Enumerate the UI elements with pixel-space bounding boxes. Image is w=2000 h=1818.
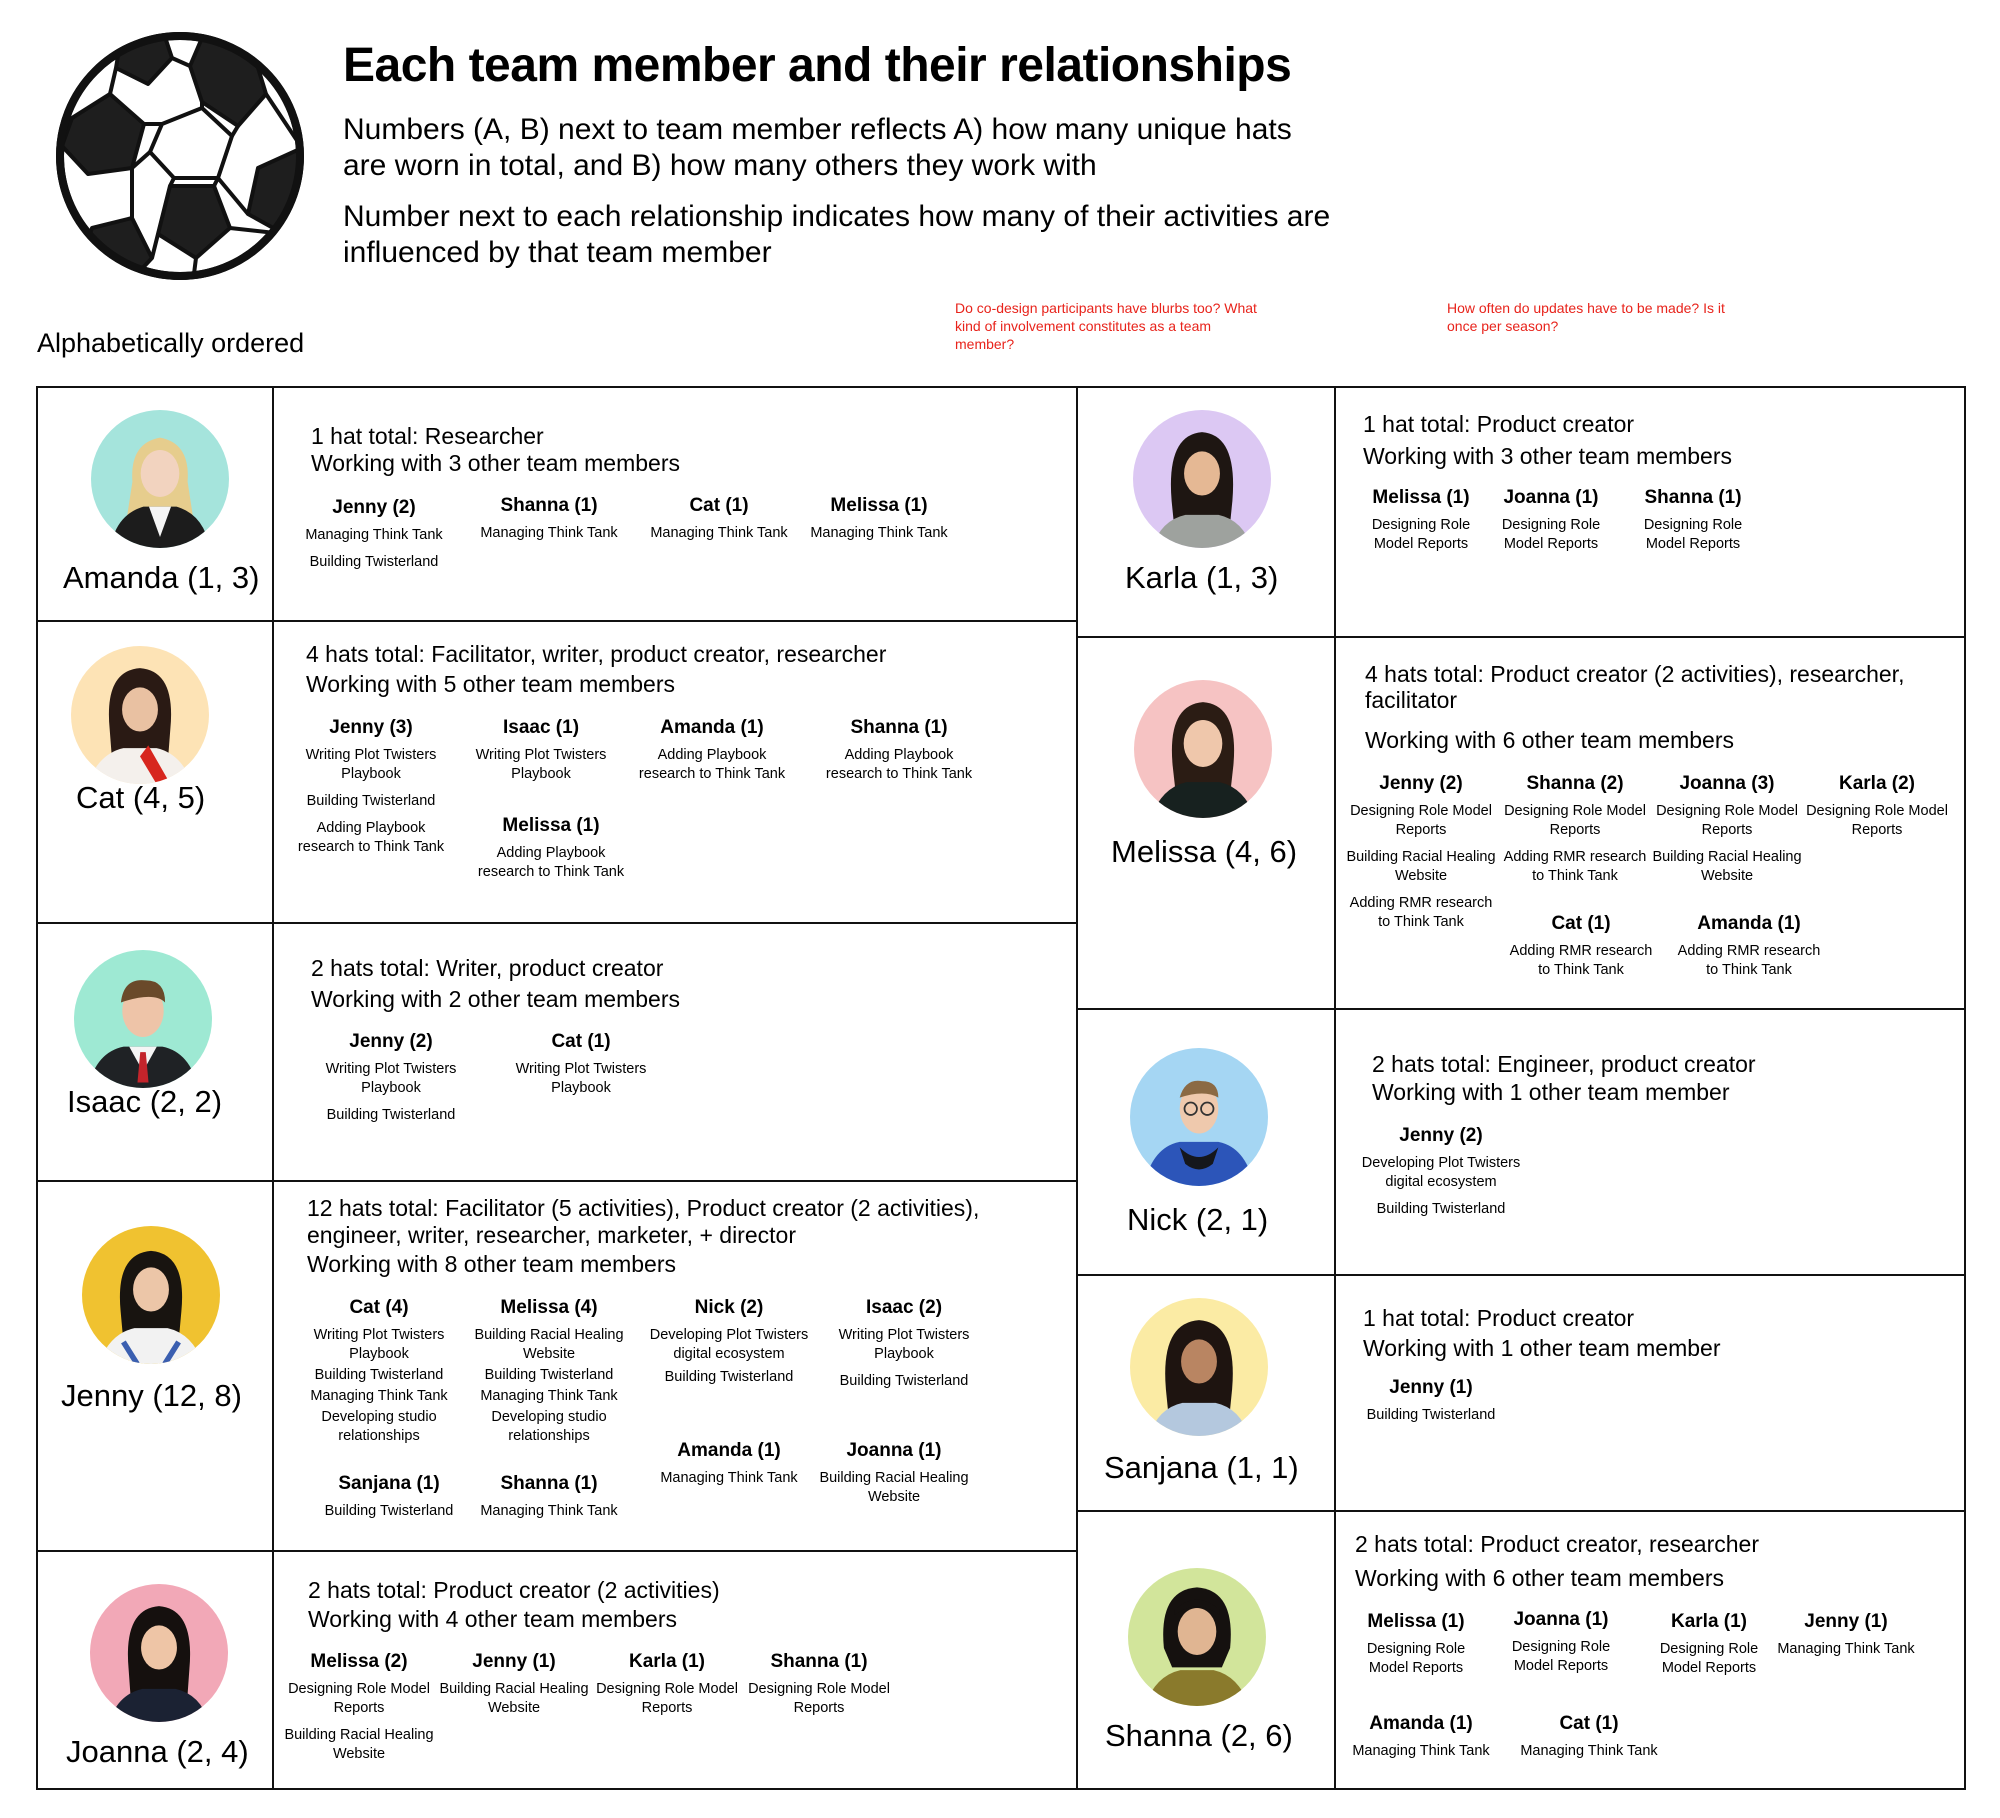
relation-name: Cat (1) xyxy=(1551,913,1611,934)
hats-summary: 2 hats total: Product creator, researcher xyxy=(1355,1531,1759,1557)
relation-card xyxy=(1802,772,1952,840)
relation-activity: Designing Role Model Reports xyxy=(1806,803,1948,838)
relation-card xyxy=(1674,912,1824,980)
relation-name: Jenny (2) xyxy=(332,497,416,518)
relation-card xyxy=(474,1296,624,1446)
relation-card xyxy=(469,494,629,543)
right-member-column xyxy=(1076,386,1966,1790)
team-count: Working with 6 other team members xyxy=(1355,1565,1724,1591)
hats-summary: 1 hat total: Researcher xyxy=(311,423,544,449)
relation-name: Isaac (1) xyxy=(502,717,580,738)
relation-activity: Adding Playbook research to Think Tank xyxy=(825,747,973,782)
member-details xyxy=(1334,638,1964,1010)
relation-name: Isaac (2) xyxy=(865,1297,943,1318)
team-count: Working with 1 other team member xyxy=(1372,1079,1730,1105)
relation-activity: Building Twisterland xyxy=(309,554,439,570)
team-count: Working with 1 other team member xyxy=(1363,1335,1721,1361)
member-row-melissa xyxy=(1078,636,1964,1010)
relation-card xyxy=(654,1439,804,1488)
member-details xyxy=(272,924,1076,1182)
relation-card xyxy=(304,1296,454,1446)
left-member-column xyxy=(36,386,1078,1790)
relation-activity: Building Twisterland xyxy=(484,1367,614,1383)
member-name: Shanna (2, 6) xyxy=(1105,1718,1293,1753)
relation-card xyxy=(1346,772,1496,932)
relation-card xyxy=(1356,1124,1526,1219)
relation-name: Jenny (2) xyxy=(1379,773,1463,794)
relation-activity: Adding RMR research to Think Tank xyxy=(1349,895,1493,930)
relation-card xyxy=(639,494,799,543)
relation-activity: Managing Think Tank xyxy=(1777,1641,1915,1657)
member-profile xyxy=(1078,1276,1334,1512)
relation-activity: Building Twisterland xyxy=(1376,1201,1506,1217)
relation-name: Melissa (1) xyxy=(1367,1611,1465,1632)
relation-activity: Designing Role Model Reports xyxy=(1511,1639,1611,1674)
member-details xyxy=(272,1552,1076,1790)
relation-name: Melissa (4) xyxy=(500,1297,598,1318)
relation-activity: Developing studio relationships xyxy=(491,1409,607,1444)
relation-name: Jenny (1) xyxy=(1804,1611,1888,1632)
member-profile xyxy=(1078,638,1334,1010)
team-count: Working with 5 other team members xyxy=(306,671,675,697)
member-details xyxy=(272,622,1076,924)
relation-card xyxy=(632,716,792,784)
relation-activity: Designing Role Model Reports xyxy=(1659,1641,1759,1676)
relation-card xyxy=(1500,772,1650,886)
avatar-jenny xyxy=(82,1226,220,1364)
relation-name: Shanna (2) xyxy=(1526,773,1624,794)
relation-card xyxy=(819,716,979,784)
relation-activity: Managing Think Tank xyxy=(1520,1743,1658,1759)
member-row-jenny xyxy=(38,1180,1076,1552)
avatar-karla xyxy=(1133,410,1271,548)
relation-activity: Building Twisterland xyxy=(839,1373,969,1389)
relation-name: Shanna (1) xyxy=(500,1473,598,1494)
relation-activity: Building Twisterland xyxy=(324,1503,454,1519)
member-row-nick xyxy=(1078,1008,1964,1276)
relation-card xyxy=(1356,1376,1506,1425)
relation-activity: Adding RMR research to Think Tank xyxy=(1509,943,1653,978)
comment-note-left: Do co-design participants have blurbs too? What kind of involvement constitutes as a team member? xyxy=(955,300,1257,352)
page-title: Each team member and their relationships xyxy=(343,39,1292,92)
team-count: Working with 3 other team members xyxy=(1363,443,1732,469)
relation-activity: Building Twisterland xyxy=(1366,1407,1496,1423)
relation-activity: Managing Think Tank xyxy=(480,525,618,541)
relation-card xyxy=(296,716,446,857)
relation-card xyxy=(316,1030,466,1125)
relation-name: Jenny (3) xyxy=(329,717,413,738)
relation-name: Amanda (1) xyxy=(677,1440,781,1461)
relation-card xyxy=(471,814,631,882)
team-count: Working with 3 other team members xyxy=(311,450,680,476)
avatar-isaac xyxy=(74,950,212,1088)
avatar-shanna xyxy=(1128,1568,1266,1706)
avatar-amanda xyxy=(91,410,229,548)
relation-activity: Designing Role Model Reports xyxy=(1371,517,1471,552)
relation-name: Karla (1) xyxy=(1670,1611,1748,1632)
hats-summary: 2 hats total: Engineer, product creator xyxy=(1372,1051,1756,1077)
relation-card xyxy=(799,494,959,543)
hats-summary-cont: facilitator xyxy=(1365,687,1458,713)
legend-explanation-2: Number next to each relationship indicates how many of their activities are influenced by that team member xyxy=(343,200,1331,269)
relation-activity: Building Twisterland xyxy=(314,1367,444,1383)
relation-card xyxy=(1766,1610,1926,1659)
relation-name: Jenny (2) xyxy=(349,1031,433,1052)
relation-card xyxy=(1628,486,1758,554)
avatar-melissa xyxy=(1134,680,1272,818)
relation-name: Nick (2) xyxy=(694,1297,764,1318)
relation-card xyxy=(744,1650,894,1718)
team-count: Working with 8 other team members xyxy=(307,1251,676,1277)
member-profile xyxy=(38,924,272,1182)
relation-name: Amanda (1) xyxy=(1697,913,1801,934)
relation-name: Shanna (1) xyxy=(850,717,948,738)
relation-activity: Adding Playbook research to Think Tank xyxy=(477,845,625,880)
relation-activity: Writing Plot Twisters Playbook xyxy=(305,747,437,782)
relation-card xyxy=(1341,1712,1501,1761)
relation-activity: Building Twisterland xyxy=(306,793,436,809)
relation-activity: Adding RMR research to Think Tank xyxy=(1503,849,1647,884)
member-profile xyxy=(38,1182,272,1552)
hats-summary: 1 hat total: Product creator xyxy=(1363,411,1635,437)
member-row-karla xyxy=(1078,388,1964,636)
relation-card xyxy=(284,1650,434,1764)
ordering-label: Alphabetically ordered xyxy=(37,328,305,358)
member-name: Jenny (12, 8) xyxy=(61,1378,242,1413)
relation-activity: Managing Think Tank xyxy=(650,525,788,541)
relation-activity: Building Racial Healing Website xyxy=(474,1327,624,1362)
relation-name: Jenny (2) xyxy=(1399,1125,1483,1146)
relation-activity: Building Racial Healing Website xyxy=(284,1727,434,1762)
relation-activity: Designing Role Model Reports xyxy=(1643,517,1743,552)
avatar-joanna xyxy=(90,1584,228,1722)
relation-card xyxy=(506,1030,656,1098)
relation-activity: Designing Role Model Reports xyxy=(1350,803,1492,838)
member-name: Nick (2, 1) xyxy=(1127,1202,1269,1237)
relation-name: Shanna (1) xyxy=(500,495,598,516)
relation-card xyxy=(1506,912,1656,980)
avatar-sanjana xyxy=(1130,1298,1268,1436)
relation-card xyxy=(474,1472,624,1521)
member-row-shanna xyxy=(1078,1510,1964,1790)
relation-activity: Designing Role Model Reports xyxy=(748,1681,890,1716)
relation-activity: Designing Role Model Reports xyxy=(596,1681,738,1716)
member-profile xyxy=(38,622,272,924)
avatar-cat xyxy=(71,646,209,784)
hats-summary-cont: engineer, writer, researcher, marketer, + director xyxy=(307,1222,796,1248)
relation-card xyxy=(466,716,616,784)
relation-card xyxy=(1486,486,1616,554)
relation-activity: Managing Think Tank xyxy=(480,1503,618,1519)
relation-activity: Designing Role Model Reports xyxy=(1366,1641,1466,1676)
member-details xyxy=(1334,388,1964,636)
relation-card xyxy=(1639,1610,1779,1678)
relation-activity: Adding Playbook research to Think Tank xyxy=(638,747,786,782)
member-row-joanna xyxy=(38,1550,1076,1790)
member-profile xyxy=(38,1552,272,1790)
member-row-amanda xyxy=(38,388,1076,620)
member-name: Joanna (2, 4) xyxy=(66,1734,249,1769)
relation-name: Shanna (1) xyxy=(770,1651,868,1672)
relation-activity: Managing Think Tank xyxy=(310,1388,448,1404)
relation-activity: Adding Playbook research to Think Tank xyxy=(297,820,445,855)
relation-activity: Managing Think Tank xyxy=(810,525,948,541)
relation-name: Jenny (1) xyxy=(472,1651,556,1672)
relation-name: Melissa (1) xyxy=(502,815,600,836)
member-details xyxy=(272,388,1076,620)
relation-activity: Developing Plot Twisters digital ecosystem xyxy=(1361,1155,1521,1190)
relation-activity: Writing Plot Twisters Playbook xyxy=(313,1327,445,1362)
member-name: Karla (1, 3) xyxy=(1125,560,1279,595)
member-details xyxy=(272,1182,1076,1552)
relation-activity: Building Racial Healing Website xyxy=(1652,849,1802,884)
relation-card xyxy=(1346,1610,1486,1678)
legend-explanation-1: Numbers (A, B) next to team member reflects A) how many unique hats are worn in total, and B) how many others they work with xyxy=(343,113,1292,182)
relation-activity: Building Twisterland xyxy=(664,1369,794,1385)
relation-card xyxy=(592,1650,742,1718)
relation-activity: Designing Role Model Reports xyxy=(1504,803,1646,838)
relation-activity: Designing Role Model Reports xyxy=(288,1681,430,1716)
relation-name: Melissa (2) xyxy=(310,1651,408,1672)
relation-name: Joanna (3) xyxy=(1679,773,1775,794)
relation-activity: Building Twisterland xyxy=(326,1107,456,1123)
relation-name: Karla (2) xyxy=(1838,773,1916,794)
relation-activity: Building Racial Healing Website xyxy=(439,1681,589,1716)
member-name: Isaac (2, 2) xyxy=(67,1084,223,1119)
relation-activity: Managing Think Tank xyxy=(660,1470,798,1486)
member-details xyxy=(1334,1010,1964,1276)
relation-name: Shanna (1) xyxy=(1644,487,1742,508)
relation-activity: Managing Think Tank xyxy=(305,527,443,543)
relation-card xyxy=(1652,772,1802,886)
relation-card xyxy=(294,496,454,572)
relation-card xyxy=(1509,1712,1669,1761)
relation-card xyxy=(314,1472,464,1521)
team-count: Working with 6 other team members xyxy=(1365,727,1734,753)
relation-activity: Building Racial Healing Website xyxy=(1346,849,1496,884)
member-name: Sanjana (1, 1) xyxy=(1104,1450,1299,1485)
hats-summary: 1 hat total: Product creator xyxy=(1363,1305,1635,1331)
relation-activity: Managing Think Tank xyxy=(480,1388,618,1404)
relation-activity: Writing Plot Twisters Playbook xyxy=(515,1061,647,1096)
relation-name: Melissa (1) xyxy=(1372,487,1470,508)
relation-activity: Designing Role Model Reports xyxy=(1656,803,1798,838)
team-count: Working with 4 other team members xyxy=(308,1606,677,1632)
hats-summary: 4 hats total: Facilitator, writer, product creator, researcher xyxy=(306,641,887,667)
relation-card xyxy=(644,1296,814,1387)
relation-card xyxy=(829,1296,979,1391)
avatar-nick xyxy=(1130,1048,1268,1186)
relation-name: Cat (1) xyxy=(551,1031,611,1052)
member-details xyxy=(1334,1512,1964,1790)
relation-activity: Developing studio relationships xyxy=(321,1409,437,1444)
relation-card xyxy=(1491,1608,1631,1676)
relation-activity: Designing Role Model Reports xyxy=(1501,517,1601,552)
relation-activity: Writing Plot Twisters Playbook xyxy=(475,747,607,782)
relation-card xyxy=(1356,486,1486,554)
relation-name: Cat (1) xyxy=(1559,1713,1619,1734)
comment-note-right: How often do updates have to be made? Is it once per season? xyxy=(1447,300,1725,334)
member-profile xyxy=(1078,1010,1334,1276)
relation-card xyxy=(819,1439,969,1507)
relation-activity: Managing Think Tank xyxy=(1352,1743,1490,1759)
member-profile xyxy=(38,388,272,620)
hats-summary: 2 hats total: Writer, product creator xyxy=(311,955,664,981)
relation-name: Melissa (1) xyxy=(830,495,928,516)
member-name: Amanda (1, 3) xyxy=(63,560,260,595)
relation-name: Sanjana (1) xyxy=(338,1473,440,1494)
member-row-isaac xyxy=(38,922,1076,1182)
relation-name: Karla (1) xyxy=(628,1651,706,1672)
relation-name: Cat (4) xyxy=(349,1297,409,1318)
member-profile xyxy=(1078,388,1334,636)
relation-name: Joanna (1) xyxy=(1513,1609,1609,1630)
soccer-ball-icon xyxy=(52,28,308,284)
member-row-cat xyxy=(38,620,1076,924)
relation-name: Jenny (1) xyxy=(1389,1377,1473,1398)
member-name: Melissa (4, 6) xyxy=(1111,834,1298,869)
hats-summary: 2 hats total: Product creator (2 activities) xyxy=(308,1577,720,1603)
member-name: Cat (4, 5) xyxy=(76,780,206,815)
member-row-sanjana xyxy=(1078,1274,1964,1512)
relation-name: Joanna (1) xyxy=(1503,487,1599,508)
member-profile xyxy=(1078,1512,1334,1790)
relation-name: Joanna (1) xyxy=(846,1440,942,1461)
relation-activity: Developing Plot Twisters digital ecosystem xyxy=(649,1327,809,1362)
hats-summary: 12 hats total: Facilitator (5 activities), Product creator (2 activities), xyxy=(307,1195,980,1221)
relation-activity: Building Racial Healing Website xyxy=(819,1470,969,1505)
relation-card xyxy=(439,1650,589,1718)
relation-activity: Writing Plot Twisters Playbook xyxy=(325,1061,457,1096)
member-details xyxy=(1334,1276,1964,1512)
hats-summary: 4 hats total: Product creator (2 activities), researcher, xyxy=(1365,661,1905,687)
relation-activity: Adding RMR research to Think Tank xyxy=(1677,943,1821,978)
team-count: Working with 2 other team members xyxy=(311,986,680,1012)
relation-name: Amanda (1) xyxy=(660,717,764,738)
relation-name: Cat (1) xyxy=(689,495,749,516)
relation-activity: Writing Plot Twisters Playbook xyxy=(838,1327,970,1362)
relation-name: Amanda (1) xyxy=(1369,1713,1473,1734)
